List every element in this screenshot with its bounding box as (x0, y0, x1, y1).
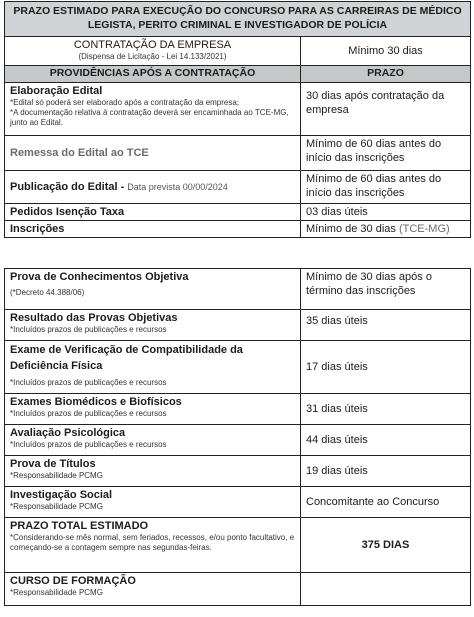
exames-bio-prazo: 31 dias úteis (301, 394, 471, 425)
curso-title: CURSO DE FORMAÇÃO (10, 575, 136, 587)
titulos-title: Prova de Títulos (10, 458, 96, 470)
row-avaliacao (5, 425, 471, 456)
exames-bio-title: Exames Biomédicos e Biofísicos (10, 396, 182, 408)
total-title: PRAZO TOTAL ESTIMADO (10, 520, 149, 532)
row-inscricoes (5, 221, 471, 238)
prova-conhecimentos-cell (5, 269, 301, 310)
inscricoes-prazo: Mínimo de 30 dias (306, 223, 396, 235)
remessa-prazo: Mínimo de 60 dias antes do início das inscrições (301, 136, 471, 171)
curso-cell (5, 573, 301, 606)
contratacao-title: CONTRATAÇÃO DA EMPRESA (73, 39, 232, 51)
inscricoes-prazo-extra: (TCE-MG) (398, 223, 450, 235)
elaboracao-note-1: *Edital só poderá ser elaborado após a contratação da empresa; (10, 98, 240, 107)
exame-def-prazo: 17 dias úteis (301, 341, 471, 394)
titulos-prazo: 19 dias úteis (301, 456, 471, 487)
row-resultado (5, 310, 471, 341)
contratacao-row (5, 37, 471, 66)
resultado-cell (5, 310, 301, 341)
row-titulos (5, 456, 471, 487)
titulos-note: *Responsabilidade PCMG (10, 471, 103, 480)
resultado-note: *Incluídos prazos de publicações e recursos (10, 325, 167, 334)
curso-prazo (301, 573, 471, 606)
publicacao-prazo: Mínimo de 60 dias antes do início das inscrições (301, 171, 471, 204)
row-publicacao (5, 171, 471, 204)
titulos-cell (5, 456, 301, 487)
contratacao-sub: (Dispensa de Licitação - Lei 14.133/2021) (78, 52, 227, 61)
isencao-prazo: 03 dias úteis (301, 204, 471, 221)
elaboracao-title: Elaboração Edital (10, 85, 103, 97)
prova-conhecimentos-prazo: Mínimo de 30 dias após o término das inscrições (301, 269, 471, 310)
column-header-left: PROVIDÊNCIAS APÓS A CONTRATAÇÃO (5, 66, 301, 83)
isencao-title: Pedidos Isenção Taxa (5, 204, 301, 221)
exames-bio-cell (5, 394, 301, 425)
investigacao-cell (5, 487, 301, 518)
avaliacao-note: *Incluídos prazos de publicações e recursos (10, 440, 167, 449)
remessa-title: Remessa do Edital ao TCE (5, 136, 301, 171)
publicacao-title: Publicação do Edital - (10, 181, 125, 193)
exame-def-note: *Incluídos prazos de publicações e recursos (10, 378, 167, 387)
row-isencao (5, 204, 471, 221)
schedule-table-2 (4, 268, 471, 606)
row-curso (5, 573, 471, 606)
row-prova-conhecimentos (5, 269, 471, 310)
title-line-1: PRAZO ESTIMADO PARA EXECUÇÃO DO CONCURSO PARA AS CARREIRAS DE MÉDICO (13, 5, 462, 17)
schedule-table-1 (4, 1, 471, 238)
avaliacao-title: Avaliação Psicológica (10, 427, 126, 439)
row-investigacao (5, 487, 471, 518)
elaboracao-cell (5, 83, 301, 136)
resultado-title: Resultado das Provas Objetivas (10, 312, 178, 324)
investigacao-note: *Responsabilidade PCMG (10, 502, 103, 511)
title-line-2: LEGISTA, PERITO CRIMINAL E INVESTIGADOR DE POLÍCIA (87, 19, 388, 31)
total-cell (5, 518, 301, 573)
inscricoes-title: Inscrições (5, 221, 301, 238)
avaliacao-prazo: 44 dias úteis (301, 425, 471, 456)
document-title (5, 2, 471, 37)
resultado-prazo: 35 dias úteis (301, 310, 471, 341)
publicacao-note: Data prevista 00/00/2024 (127, 182, 228, 192)
exame-def-cell (5, 341, 301, 394)
exames-bio-note: *Incluídos prazos de publicações e recursos (10, 409, 167, 418)
column-header-row (5, 66, 471, 83)
row-elaboracao (5, 83, 471, 136)
prova-conhecimentos-title: Prova de Conhecimentos Objetiva (10, 271, 189, 283)
inscricoes-prazo-cell (301, 221, 471, 238)
row-remessa (5, 136, 471, 171)
total-note: *Considerando-se mês normal, sem feriados, recessos, e/ou ponto facultativo, e começando-se a contagem sempre nas segundas-feiras. (10, 533, 295, 552)
curso-note: *Responsabilidade PCMG (10, 588, 103, 597)
investigacao-title: Investigação Social (10, 489, 113, 501)
row-total (5, 518, 471, 573)
prova-conhecimentos-note: (*Decreto 44.388/06) (10, 288, 85, 297)
exame-def-title: Exame de Verificação de Compatibilidade da Deficiência Física (10, 344, 243, 372)
publicacao-cell (5, 171, 301, 204)
total-prazo: 375 DIAS (301, 518, 471, 573)
elaboracao-note-2: *A documentação relativa à contratação deverá ser encaminhada ao TCE-MG, junto ao Edital. (10, 108, 289, 127)
investigacao-prazo: Concomitante ao Concurso (301, 487, 471, 518)
contratacao-cell (5, 37, 301, 66)
column-header-right: PRAZO (301, 66, 471, 83)
elaboracao-prazo: 30 dias após contratação da empresa (301, 83, 471, 136)
row-exames-bio (5, 394, 471, 425)
title-row (5, 2, 471, 37)
contratacao-prazo: Mínimo 30 dias (301, 37, 471, 66)
row-exame-deficiencia (5, 341, 471, 394)
avaliacao-cell (5, 425, 301, 456)
